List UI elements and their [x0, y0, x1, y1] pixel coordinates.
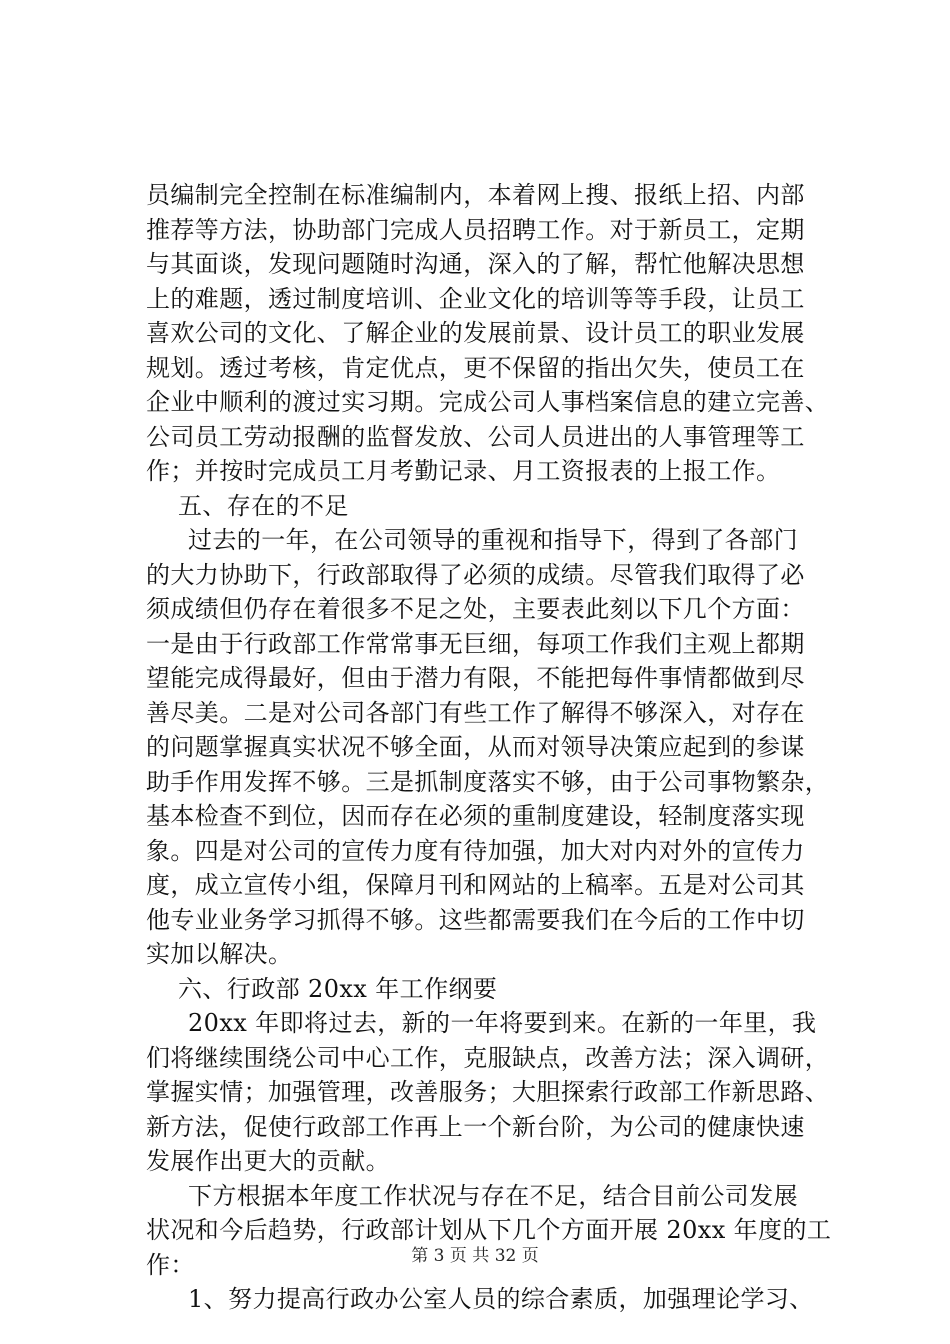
text-line: 下方根据本年度工作状况与存在不足，结合目前公司发展: [188, 1181, 798, 1210]
text-line: 过去的一年，在公司领导的重视和指导下，得到了各部门: [188, 526, 798, 554]
text-line: 善尽美。二是对公司各部门有些工作了解得不够深入，对存在: [146, 698, 805, 727]
text-line: 们将继续围绕公司中心工作，克服缺点，改善方法；深入调研，: [146, 1043, 830, 1072]
text-line: 助手作用发挥不够。三是抓制度落实不够，由于公司事物繁杂，: [146, 767, 830, 796]
text-line: 作；并按时完成员工月考勤记录、月工资报表的上报工作。: [146, 457, 781, 485]
text-line: 的问题掌握真实状况不够全面，从而对领导决策应起到的参谋: [146, 733, 805, 761]
section-heading: 六、行政部 20xx 年工作纲要: [178, 974, 498, 1003]
text-line: 员编制完全控制在标准编制内，本着网上搜、报纸上招、内部: [146, 181, 805, 209]
text-line: 20xx 年即将过去，新的一年将要到来。在新的一年里，我: [188, 1009, 817, 1037]
text-line: 一是由于行政部工作常常事无巨细，每项工作我们主观上都期: [146, 629, 805, 658]
text-line: 他专业业务学习抓得不够。这些都需要我们在今后的工作中切: [146, 905, 805, 934]
text-line: 规划。透过考核，肯定优点，更不保留的指出欠失，使员工在: [146, 353, 805, 382]
document-body: [146, 178, 832, 1317]
text-line: 上的难题，透过制度培训、企业文化的培训等等手段，让员工: [146, 284, 805, 313]
text-line: 的大力协助下，行政部取得了必须的成绩。尽管我们取得了必: [146, 560, 805, 589]
text-line: 与其面谈，发现问题随时沟通，深入的了解，帮忙他解决思想: [146, 250, 805, 278]
page-footer: 第 3 页 共 32 页: [411, 1246, 539, 1266]
text-line: 望能完成得最好，但由于潜力有限，不能把每件事情都做到尽: [146, 664, 805, 692]
text-line: 实加以解决。: [146, 940, 293, 968]
text-line: 作：: [146, 1250, 195, 1279]
text-line: 须成绩但仍存在着很多不足之处，主要表此刻以下几个方面：: [146, 595, 805, 623]
text-line: 度，成立宣传小组，保障月刊和网站的上稿率。五是对公司其: [146, 871, 805, 899]
text-line: 喜欢公司的文化、了解企业的发展前景、设计员工的职业发展: [146, 319, 805, 347]
text-line: 公司员工劳动报酬的监督发放、公司人员进出的人事管理等工: [146, 422, 805, 451]
text-line: 基本检查不到位，因而存在必须的重制度建设，轻制度落实现: [146, 802, 805, 830]
text-line: 企业中顺利的渡过实习期。完成公司人事档案信息的建立完善、: [146, 388, 830, 416]
text-line: 新方法，促使行政部工作再上一个新台阶，为公司的健康快速: [146, 1112, 805, 1141]
text-line: 发展作出更大的贡献。: [146, 1147, 390, 1175]
text-line: 掌握实情；加强管理，改善服务；大胆探索行政部工作新思路、: [146, 1078, 830, 1106]
text-line: 象。四是对公司的宣传力度有待加强，加大对内对外的宣传力: [146, 836, 805, 865]
text-line: 状况和今后趋势，行政部计划从下几个方面开展 20xx 年度的工: [146, 1216, 832, 1244]
text-line: 推荐等方法，协助部门完成人员招聘工作。对于新员工，定期: [146, 215, 805, 244]
text-line: 1、努力提高行政办公室人员的综合素质，加强理论学习、: [188, 1285, 814, 1313]
section-heading: 五、存在的不足: [178, 491, 349, 520]
